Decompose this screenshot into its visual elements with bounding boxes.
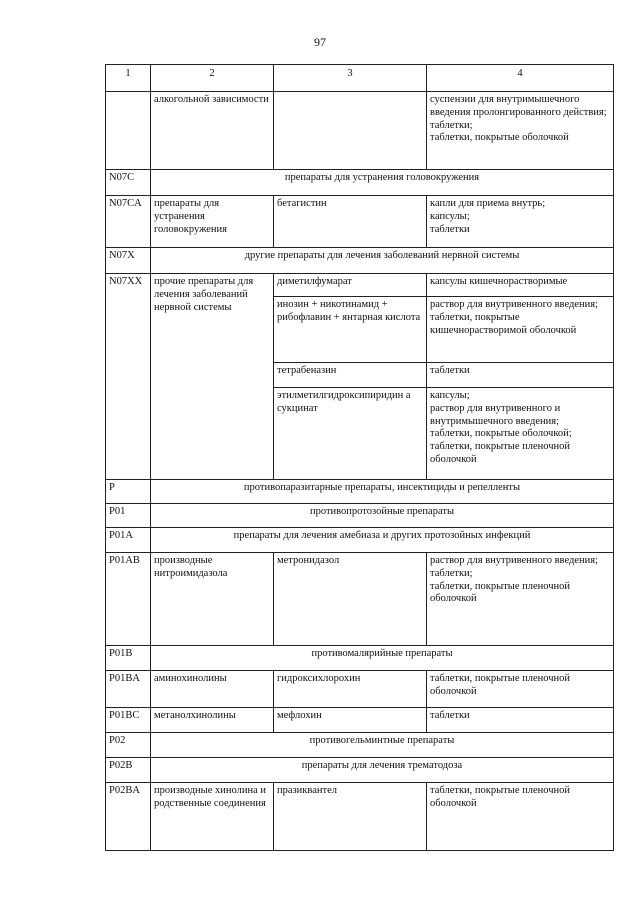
atc-code: N07C xyxy=(106,170,151,196)
section-title: противопаразитарные препараты, инсектициды и репелленты xyxy=(151,480,614,504)
section-title: препараты для устранения головокружения xyxy=(151,170,614,196)
drug-name: этилметилгидроксипиридин а сукцинат xyxy=(274,388,427,480)
drug-name xyxy=(274,92,427,170)
atc-code: P02 xyxy=(106,733,151,758)
drug-name: тетрабеназин xyxy=(274,363,427,388)
table-header-row xyxy=(106,65,614,92)
pharmacological-group: аминохинолины xyxy=(151,671,274,708)
drug-name: метронидазол xyxy=(274,553,427,646)
drug-name: мефлохин xyxy=(274,708,427,733)
atc-code: N07XX xyxy=(106,274,151,480)
atc-code: P xyxy=(106,480,151,504)
pharmacological-group: производные хинолина и родственные соединения xyxy=(151,783,274,851)
atc-code: P01BC xyxy=(106,708,151,733)
dosage-forms: раствор для внутривенного введения; таблетки; таблетки, покрытые пленочной оболочкой xyxy=(427,553,614,646)
section-row xyxy=(106,758,614,783)
section-row xyxy=(106,646,614,671)
dosage-forms: капли для приема внутрь; капсулы; таблетки xyxy=(427,196,614,248)
drug-name: инозин + никотинамид + рибофлавин + янтарная кислота xyxy=(274,297,427,363)
dosage-forms: раствор для внутривенного введения; таблетки, покрытые кишечнорастворимой оболочкой xyxy=(427,297,614,363)
atc-code xyxy=(106,92,151,170)
atc-code: P02B xyxy=(106,758,151,783)
section-title: противомалярийные препараты xyxy=(151,646,614,671)
section-row xyxy=(106,170,614,196)
drug-name: празиквантел xyxy=(274,783,427,851)
dosage-forms: таблетки, покрытые пленочной оболочкой xyxy=(427,783,614,851)
column-header-3: 3 xyxy=(274,65,427,92)
dosage-forms: таблетки xyxy=(427,363,614,388)
pharmacological-group: производные нитроимидазола xyxy=(151,553,274,646)
pharmacological-group: метанолхинолины xyxy=(151,708,274,733)
section-title: противогельминтные препараты xyxy=(151,733,614,758)
pharmacological-group: прочие препараты для лечения заболеваний нервной системы xyxy=(151,274,274,480)
dosage-forms: суспензии для внутримышечного введения пролонгированного действия; таблетки; таблетки, покрытые оболочкой xyxy=(427,92,614,170)
atc-code: P01A xyxy=(106,528,151,553)
pharmacological-group: алкогольной зависимости xyxy=(151,92,274,170)
section-row xyxy=(106,248,614,274)
drug-row xyxy=(106,671,614,708)
atc-code: P01BA xyxy=(106,671,151,708)
section-row xyxy=(106,504,614,528)
section-row xyxy=(106,733,614,758)
page-number: 97 xyxy=(314,35,326,49)
atc-code: P02BA xyxy=(106,783,151,851)
section-title: препараты для лечения амебиаза и других протозойных инфекций xyxy=(151,528,614,553)
dosage-forms: капсулы кишечнорастворимые xyxy=(427,274,614,297)
drug-row xyxy=(106,708,614,733)
atc-code: N07X xyxy=(106,248,151,274)
drug-row xyxy=(106,783,614,851)
dosage-forms: капсулы; раствор для внутривенного и внутримышечного введения; таблетки, покрытые оболочкой; таблетки, покрытые пленочной оболочкой xyxy=(427,388,614,480)
drug-row xyxy=(106,274,614,297)
atc-code: P01AB xyxy=(106,553,151,646)
section-title: препараты для лечения трематодоза xyxy=(151,758,614,783)
drug-table xyxy=(105,64,614,851)
dosage-forms: таблетки xyxy=(427,708,614,733)
drug-name: бетагистин xyxy=(274,196,427,248)
section-title: другие препараты для лечения заболеваний нервной системы xyxy=(151,248,614,274)
drug-name: гидроксихлорохин xyxy=(274,671,427,708)
atc-code: P01 xyxy=(106,504,151,528)
drug-row xyxy=(106,196,614,248)
section-title: противопротозойные препараты xyxy=(151,504,614,528)
atc-code: P01B xyxy=(106,646,151,671)
drug-name: диметилфумарат xyxy=(274,274,427,297)
pharmacological-group: препараты для устранения головокружения xyxy=(151,196,274,248)
drug-row xyxy=(106,92,614,170)
column-header-4: 4 xyxy=(427,65,614,92)
atc-code: N07CA xyxy=(106,196,151,248)
section-row xyxy=(106,480,614,504)
column-header-1: 1 xyxy=(106,65,151,92)
column-header-2: 2 xyxy=(151,65,274,92)
dosage-forms: таблетки, покрытые пленочной оболочкой xyxy=(427,671,614,708)
drug-row xyxy=(106,553,614,646)
section-row xyxy=(106,528,614,553)
